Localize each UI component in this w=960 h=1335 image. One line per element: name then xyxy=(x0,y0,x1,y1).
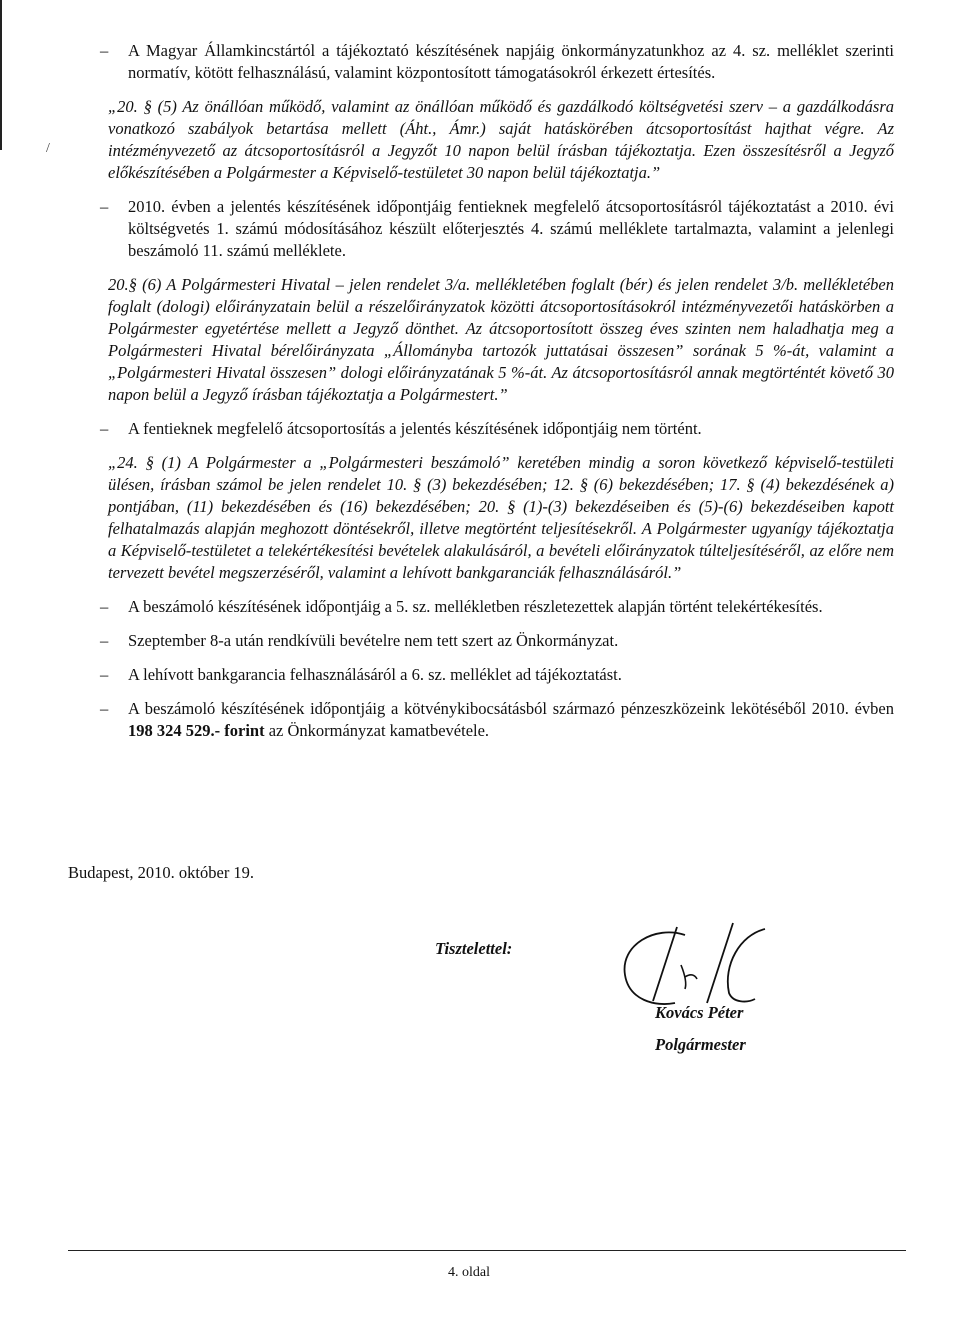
paragraph-no-regrouping: – A fentieknek megfelelő átcsoportosítás a jelentés készítésének időpontjáig nem történt. xyxy=(96,418,894,440)
quote-section-24-1: „24. § (1) A Polgármester a „Polgármesteri beszámoló” keretében mindig a soron következő képviselő-testületi ülésen, írásban számol be jelen rendelet 10. § (3) bekezdésében; 12. § (6) bekezdésében; 17. § (4) bekezdésének a) pontjában, (11) bekezdésében és (16) bekezdésében; 20. § (1)-(3) bekezdéseiben és (5)-(6) bekezdéseiben kapott felhatalmazás alapján meghozott döntésekről, illetve megtörtént teljesítésekről. A Polgármester ugyanígy tájékoztatja a Képviselő-testületet a telekértékesítési bevételek alakulásáról, a bevételi előirányzatok túlteljesítéséről, az előre nem tervezett bevétel megszerzéséről, valamint a lehívott bankgaranciák felhasználásáról.” xyxy=(108,453,894,582)
interest-amount: 198 324 529.- forint xyxy=(128,721,265,740)
stray-mark: / xyxy=(46,141,50,156)
quote-section-20-5: „20. § (5) Az önállóan működő, valamint az önállóan működő és gazdálkodó költségvetési szerv – a gazdálkodásra vonatkozó szabályok betartása mellett (Áht., Ámr.) saját hatáskörében átcsoportosítást hajthat végre. Az intézményvezető az átcsoportosításról a Jegyzőt 10 napon belül írásban tájékoztatja. Ezen összesítésről a Jegyző előkészítésében a Polgármester a Képviselő-testületet 30 napon belül tájékoztatja.” xyxy=(108,97,894,182)
footer-divider xyxy=(68,1250,906,1251)
page-edge-line xyxy=(0,0,2,150)
signer-name: Kovács Péter xyxy=(655,1003,744,1022)
paragraph-bank-guarantee: – A lehívott bankgarancia felhasználásáról a 6. sz. melléklet ad tájékoztatást. xyxy=(96,664,894,686)
page-number: 4. oldal xyxy=(448,1265,490,1280)
interest-text-end: az Önkormányzat kamatbevétele. xyxy=(264,721,490,740)
interest-text-start: A beszámoló készítésének időpontjáig a kötvénykibocsátásból származó pénzeszközeink lekötéséből 2010. évben xyxy=(128,699,894,718)
paragraph-extraordinary-income: – Szeptember 8-a után rendkívüli bevételre nem tett szert az Önkormányzat. xyxy=(96,630,894,652)
quote-section-20-6: 20.§ (6) A Polgármesteri Hivatal – jelen rendelet 3/a. mellékletében foglalt (bér) és jelen rendelet 3/b. mellékletében foglalt (dologi) előirányzatain belül a részelőirányzatok közötti átcsoportosításokról intézményvezetői hatáskörben a Polgármester egyetértése mellett a Jegyző dönthet. Az átcsoportosított összeg éves szinten nem haladhatja meg a Polgármesteri Hivatal bérelőirányzata „Állományba tartozók juttatásai összesen” sorának 5 %-át, valamint a „Polgármesteri Hivatal összesen” dologi előirányzatának 5 %-át. Az átcsoportosításról annak megtörténtét követő 30 napon belül a Jegyző írásban tájékoztatja a Polgármestert.” xyxy=(108,275,894,404)
document-body xyxy=(96,40,894,754)
paragraph-treasury-notice: – A Magyar Államkincstártól a tájékoztató készítésének napjáig önkormányzatunkhoz az 4. sz. melléklet szerinti normatív, kötött felhasználású, valamint központosított támogatásokról érkezett értesítés. xyxy=(96,40,894,84)
place-and-date: Budapest, 2010. október 19. xyxy=(68,863,255,882)
paragraph-regrouping-2010: – 2010. évben a jelentés készítésének időpontjáig fentieknek megfelelő átcsoportosításról tájékoztatást a 2010. évi költségvetés 1. számú módosításához készült előterjesztés 4. számú melléklete tartalmazta, valamint a jelenlegi beszámoló 11. számú melléklete. xyxy=(96,196,894,262)
paragraph-interest-income xyxy=(96,698,894,742)
closing-greeting: Tisztelettel: xyxy=(435,939,513,958)
signer-title: Polgármester xyxy=(655,1035,746,1054)
paragraph-land-sales: – A beszámoló készítésének időpontjáig a 5. sz. mellékletben részletezettek alapján történt telekértékesítés. xyxy=(96,596,894,618)
